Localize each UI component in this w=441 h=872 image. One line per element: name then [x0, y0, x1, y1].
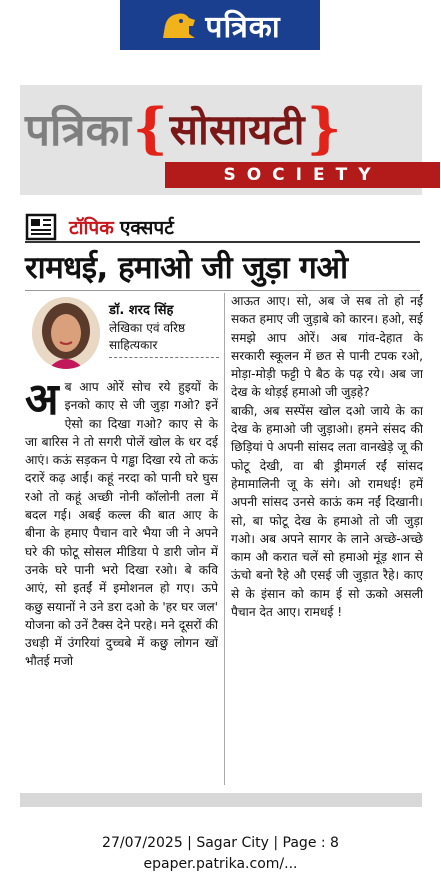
patrika-masthead [120, 0, 320, 50]
topic-black-text: एक्सपर्ट [119, 217, 174, 239]
clipping-bottom-edge [20, 793, 422, 807]
divider [25, 241, 420, 243]
society-subtitle-bar: SOCIETY [165, 162, 440, 188]
topic-label [25, 210, 420, 244]
drop-cap: अ [25, 378, 59, 425]
newspaper-icon [25, 213, 59, 241]
masthead-name: पत्रिका [205, 9, 281, 45]
article-headline: रामधई, हमाओ जी जुड़ा गओ [25, 250, 348, 286]
article-text-left: ब आप ओरें सोच रये हुइयों के इनको काए से जी जुड़ा गओ? इनें ऐसो का दिखा गओ? काए से के जा बारिस ने तो सगरी पोलें खोल के धर दई आएं। कऊं सड़कन पे गड्ढा दिखा रये तो कऊं दरारें कढ़ आईं। कहूं नरदा को पानी घरे घुस रओ तो कहूं अच्छी नोनी कॉलोनी तला में बदल गई। अबई कल्ल की बात आए के बीना के हमाए पैचान वारे भैया जी ने अपने घरे की फोटू सोसल मीडिया पे डारी जोन में उनके घरे पानी भरो दिखा रओ। बे कवि आएं, सो इतईं में इमोशनल हो गए। ऊपे कछु सयानों ने उने डरा दओ के 'हर घर जल' योजना को उनें टैक्स देने परहे। मने दूसरों की उधड़ी में उंगरियां दुच्चबे में कछु लोगन खों भौतई मजो [25, 380, 218, 669]
article-paragraph: आऊत आए। सो, अब जे सब तो हो नईं सकत हमाए जी जुड़ाबे को कारन। हओ, सई समझे आप ओरें। अब गांव-देहात के सरकारी स्कूलन में छत से पानी टपक रओ, मोड़ा-मोड़ी फट्टी पे बैठ के पढ़ रये। अब जा देख के थोड़ई हमाओ जी जुड़हे? [231, 294, 423, 400]
article-paragraph: बाकी, अब सस्पेंस खोल दओ जाये के का देख के हमाओ जी जुड़ाओ। हमने संसद की छिड़ियां पे अपनी सांसद लता वानखेड़े जू की फोटू देखी, वा बी ड्रीमगर्ल रईं सांसद हेमामालिनी जू के संगे। ओ रामधई! हमें अपनी सांसद उनसे काऊं कम नईं दिखानी। सो, बा फोटू देख के हमाओ तो जी जुड़ा गओ। अब अपने सागर के लाने अच्छे-अच्छे काम औ करात चलें सो हमाओ मूंड़ शान से ऊंचो बनो रैहे औ एसई जी जुड़ात रैहे। काए से के इंसान को काम ई सो ऊको असली पैचान देत आए। रामधई ! [231, 403, 423, 620]
author-photo [32, 297, 100, 369]
section-patrika-word: पत्रिका [25, 105, 131, 156]
byline-divider [109, 357, 219, 358]
section-society-word: सोसायटी [169, 104, 305, 154]
lion-logo-icon [159, 8, 199, 42]
brace-close: } [306, 96, 342, 160]
clipping-footer: 27/07/2025 | Sagar City | Page : 8 [102, 835, 339, 851]
brace-open: { [132, 96, 168, 160]
topic-red-text: टॉपिक [69, 217, 114, 239]
column-divider [224, 293, 225, 785]
divider [25, 290, 420, 291]
clipping-url[interactable]: epaper.patrika.com/... [143, 856, 298, 872]
article-right-column [231, 292, 423, 786]
section-title [25, 98, 425, 158]
author-name: डॉ. शरद सिंह [109, 303, 174, 318]
author-role: लेखिका एवं वरिष्ठ साहित्यकार [109, 321, 186, 352]
article-left-column [25, 378, 218, 783]
